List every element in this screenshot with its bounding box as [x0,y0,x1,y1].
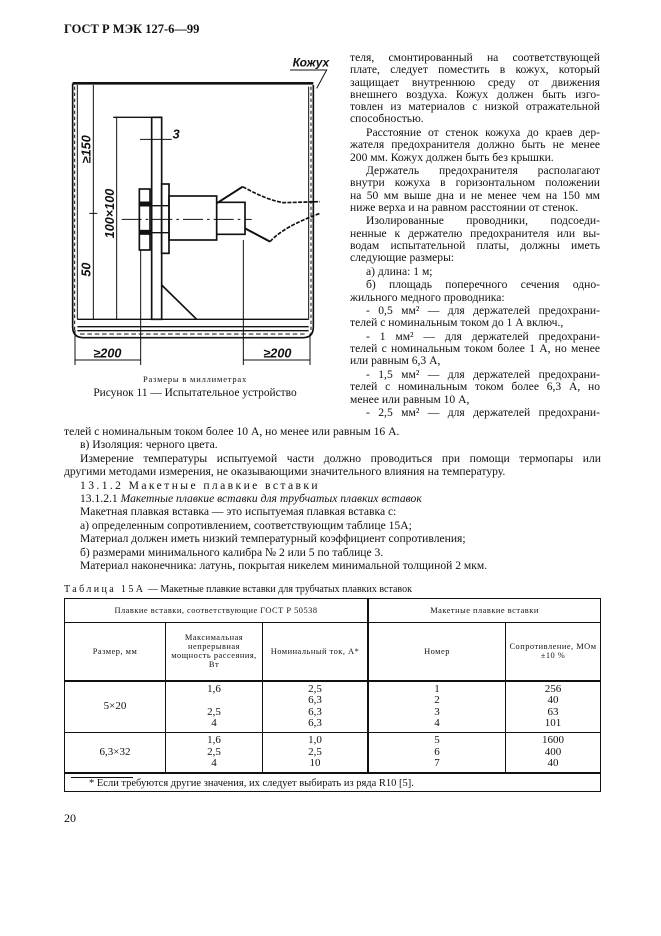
cell-current: 2,5 6,3 6,3 6,3 [263,681,369,733]
paragraph-line: на 50 мм выше дна и не менее чем на 150 мм [350,188,600,202]
paragraph-line: Материал должен иметь низкий температурный коэффициент сопротивления; [80,532,466,546]
table-row [65,681,601,733]
col-header-power: Максимальная непрерывная мощность рассеяния, Вт [166,623,263,681]
table-label: Таблица 15А [64,584,146,595]
paragraph-line: жателя предохранителя должно быть не менее [350,138,600,152]
cell-resistance: 256 40 63 101 [506,681,601,733]
cell-size: 6,3×32 [65,733,166,773]
table-row [65,733,601,773]
paragraph-line: б) площадь поперечного сечения одно- [366,278,600,292]
dim-plate: 100×100 [103,188,117,239]
dim-left: ≥200 [93,346,122,361]
paragraph-line: менее или равным 10 А, [350,392,470,406]
paragraph-line: в) Изоляция: черного цвета. [80,438,218,452]
subsection-heading [64,492,601,505]
cell-number: 5 6 7 [368,733,506,773]
figure-caption: Рисунок 11 — Испытательное устройство [93,387,297,399]
paragraph-line: другими методами измерения, не оказывающими значительного влияния на температуру. [64,465,506,479]
full-width-text [64,425,601,572]
dim-right: ≥200 [263,346,292,361]
group-header-dummy: Макетные плавкие вставки [368,599,601,623]
footnote-text: * Если требуются другие значения, их следует выбирать из ряда R10 [5]. [89,777,414,789]
paragraph-line: Измерение температуры испытуемой части должно проводиться при помощи термопары или [80,451,601,465]
paragraph-line: товлен из материалов с низкой отражательной [350,100,600,114]
paragraph-line: ненные к держателю предохранителя или вы- [350,226,600,240]
col-header-resistance: Сопротивление, МОм ±10 % [506,623,601,681]
col-header-size: Размер, мм [65,623,166,681]
cell-power: 1,6 2,5 4 [166,733,263,773]
col-header-number: Номер [368,623,506,681]
table-caption [64,584,412,596]
paragraph-line: водам испытательной платы, должны иметь [350,239,600,253]
dim-bottom: 50 [79,262,94,277]
paragraph-line: Держатель предохранителя располагают [366,164,600,178]
dim-thickness: 3 [172,127,180,142]
paragraph-line: следующие размеры: [350,251,455,265]
casing-label: Кожух [292,55,330,70]
page-number: 20 [64,811,76,825]
paragraph-line: телей с номинальным током до 1 А включ., [350,316,564,330]
paragraph-line: Расстояние от стенок кожуха до краев дер- [366,125,600,139]
table-15a [64,598,601,792]
paragraph-line: способностью. [350,112,424,126]
paragraph-line: жильного медного проводника: [350,290,505,304]
test-device-drawing [50,40,340,370]
dim-top: ≥150 [79,135,94,164]
paragraph-line: Материал наконечника: латунь, покрытая никелем минимальной толщиной 2 мкм. [80,558,488,572]
paragraph-line: внешнего воздуха. Кожух должен быть изго- [350,87,600,101]
paragraph-line: защищает внутреннюю среду от движения [350,75,600,89]
paragraph-line: а) определенным сопротивлением, соответствующим таблице 15А; [80,518,412,532]
paragraph-line: внутри кожуха в горизонтальном положении [350,176,600,190]
right-column-text [350,52,600,419]
cell-size: 5×20 [65,681,166,733]
group-header-gost: Плавкие вставки, соответствующие ГОСТ Р 50538 [65,599,369,623]
paragraph-line: Макетная плавкая вставка — это испытуемая плавкая вставка с: [80,505,397,519]
section-heading: 13.1.2 Макетные плавкие вставки [80,478,321,492]
paragraph-line: телей с номинальным током более 1 А, но менее [350,342,600,356]
table-footnote [65,773,601,792]
paragraph-line: а) длина: 1 м; [366,264,433,278]
paragraph-line: телей с номинальным током более 6,3 А, но [350,380,600,394]
paragraph-line: - 0,5 мм² — для держателей предохрани- [366,304,600,318]
cell-power: 1,6 2,5 4 [166,681,263,733]
paragraph-line: Изолированные проводники, подсоеди- [366,214,600,228]
cell-number: 1 2 3 4 [368,681,506,733]
col-header-current: Номинальный ток, А* [263,623,369,681]
paragraph-line: плате, следует поместить в кожух, который [350,63,600,77]
paragraph-line: б) размерами минимального калибра № 2 или 5 по таблице 3. [80,545,384,559]
table-title: — Макетные плавкие вставки для трубчатых плавких вставок [145,584,412,595]
paragraph-line: 200 мм. Кожух должен быть без крышки. [350,150,554,164]
paragraph-line: - 2,5 мм² — для держателей предохрани- [366,406,600,419]
document-header: ГОСТ Р МЭК 127-6—99 [64,22,200,36]
subsection-title: Макетные плавкие вставки для трубчатых плавких вставок [120,491,422,505]
paragraph-line: телей с номинальным током более 10 А, но менее или равным 16 А. [64,425,400,438]
cell-resistance: 1600 400 40 [506,733,601,773]
paragraph-line: или равным 6,3 А, [350,354,441,368]
paragraph-line: - 1 мм² — для держателей предохрани- [366,329,600,343]
paragraph-line: теля, смонтированный на соответствующей [350,51,600,64]
cell-current: 1,0 2,5 10 [263,733,369,773]
subsection-number: 13.1.2.1 [80,491,118,505]
paragraph-line: - 1,5 мм² — для держателей предохрани- [366,367,600,381]
paragraph-line: ниже верха и на равном расстоянии от стенок. [350,200,579,214]
units-note: Размеры в миллиметрах [142,374,248,384]
